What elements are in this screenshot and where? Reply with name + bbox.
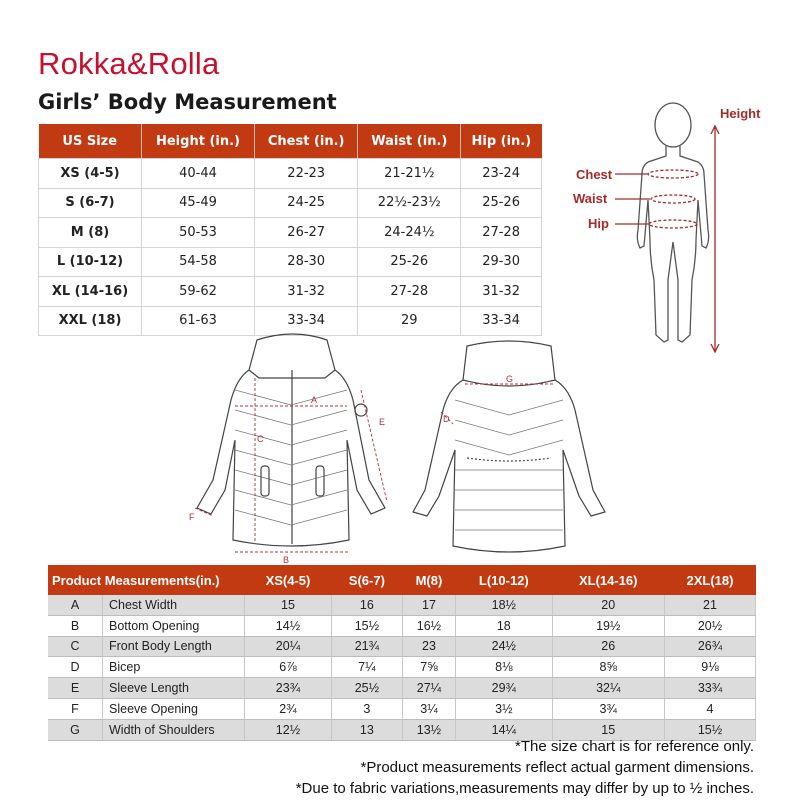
table-cell: 19½ (552, 615, 664, 636)
table-cell: 33-34 (254, 306, 357, 336)
table-cell: 20½ (664, 615, 755, 636)
table-cell: XXL (18) (39, 306, 142, 336)
row-label: Bicep (103, 657, 245, 678)
body-outline (637, 146, 708, 342)
table-row (48, 636, 756, 657)
table-row (48, 595, 756, 615)
jacket-front-diagram (175, 330, 410, 565)
table-cell: 22-23 (254, 159, 357, 189)
jacket-back-diagram (405, 340, 615, 560)
table-cell: 45-49 (141, 188, 254, 218)
table-cell: 13½ (402, 719, 455, 740)
table-cell: 27-28 (358, 277, 461, 307)
table-cell: 14½ (245, 615, 332, 636)
table-cell: 23 (402, 636, 455, 657)
size-header: S(6-7) (331, 565, 402, 595)
table-row (48, 698, 756, 719)
size-header: XS(4-5) (245, 565, 332, 595)
table-cell: 3¾ (552, 698, 664, 719)
table-cell: 33-34 (461, 306, 542, 336)
height-label: Height (720, 106, 761, 121)
table-cell: 54-58 (141, 247, 254, 277)
letter-a: A (311, 395, 318, 405)
hip-ring (649, 220, 697, 228)
table-cell: 20 (552, 595, 664, 615)
table-cell: 9⅛ (664, 657, 755, 678)
letter-f: F (189, 512, 195, 522)
table-cell: 3½ (456, 698, 552, 719)
table-cell: 28-30 (254, 247, 357, 277)
waist-drawcord (467, 458, 551, 461)
table-cell: M (8) (39, 218, 142, 248)
table-cell: 12½ (245, 719, 332, 740)
body-measurement-table (38, 124, 542, 336)
table-row (39, 188, 542, 218)
table-cell: 7¼ (331, 657, 402, 678)
table-cell: 15 (552, 719, 664, 740)
table-cell: 4 (664, 698, 755, 719)
chest-label: Chest (576, 167, 613, 182)
table-cell: 7⅝ (402, 657, 455, 678)
row-code: B (48, 615, 103, 636)
letter-b: B (283, 555, 290, 565)
table-cell: 40-44 (141, 159, 254, 189)
table-cell: 59-62 (141, 277, 254, 307)
table-cell: 23¾ (245, 678, 332, 699)
table-cell: 17 (402, 595, 455, 615)
table-cell: 6⅞ (245, 657, 332, 678)
table-cell: 33¾ (664, 678, 755, 699)
table-cell: 15 (245, 595, 332, 615)
table-cell: 21¾ (331, 636, 402, 657)
size-header: L(10-12) (456, 565, 552, 595)
hip-label: Hip (588, 216, 609, 231)
brand-logo-text: Rokka&Rolla (38, 46, 220, 81)
table-cell: 18 (456, 615, 552, 636)
table-cell: 3 (331, 698, 402, 719)
table-cell: 22½-23½ (358, 188, 461, 218)
coat-back-outline (413, 380, 605, 552)
page-title: Girls’ Body Measurement (38, 90, 337, 114)
table-cell: 21 (664, 595, 755, 615)
table-cell: 3¼ (402, 698, 455, 719)
row-label: Width of Shoulders (103, 719, 245, 740)
table-cell: 18½ (456, 595, 552, 615)
table-cell: XS (4-5) (39, 159, 142, 189)
table-cell: 31-32 (461, 277, 542, 307)
table-cell: 15½ (664, 719, 755, 740)
left-pocket (261, 466, 269, 496)
row-code: C (48, 636, 103, 657)
table-cell: L (10-12) (39, 247, 142, 277)
table-cell: 26 (552, 636, 664, 657)
table-cell: 29-30 (461, 247, 542, 277)
table-cell: XL (14-16) (39, 277, 142, 307)
measure-line-f (195, 508, 213, 516)
footnote: *Product measurements reflect actual garment dimensions. (360, 759, 754, 776)
quilt-lines (235, 390, 347, 525)
letter-g: G (506, 374, 514, 384)
table-row (48, 657, 756, 678)
chest-ring (648, 170, 698, 178)
coat-outline (197, 370, 385, 546)
right-pocket (316, 466, 324, 496)
table-row (39, 247, 542, 277)
table-row (48, 615, 756, 636)
table-row (39, 159, 542, 189)
product-header-label: Product Measurements(in.) (48, 565, 245, 595)
table-cell: 8⅛ (456, 657, 552, 678)
table-cell: 29¾ (456, 678, 552, 699)
size-header: M(8) (402, 565, 455, 595)
table-row (48, 678, 756, 699)
letter-e: E (379, 417, 386, 427)
table-cell: 25-26 (358, 247, 461, 277)
waist-label: Waist (573, 191, 608, 206)
table-cell: 27-28 (461, 218, 542, 248)
table-cell: 31-32 (254, 277, 357, 307)
row-code: D (48, 657, 103, 678)
row-label: Sleeve Opening (103, 698, 245, 719)
table-cell: 8⅝ (552, 657, 664, 678)
quilt-back-lines (455, 400, 563, 530)
waist-ring (651, 195, 695, 203)
table-cell: 26¾ (664, 636, 755, 657)
body-diagram (570, 90, 780, 360)
table-cell: 14¼ (456, 719, 552, 740)
table-cell: 2¾ (245, 698, 332, 719)
size-header: 2XL(18) (664, 565, 755, 595)
row-code: E (48, 678, 103, 699)
measure-line-e (361, 390, 387, 502)
table-cell: 27¼ (402, 678, 455, 699)
row-code: F (48, 698, 103, 719)
table-cell: 13 (331, 719, 402, 740)
table-cell: 20¼ (245, 636, 332, 657)
table-cell: 21-21½ (358, 159, 461, 189)
table-header-row (48, 565, 756, 595)
table-row (39, 277, 542, 307)
row-code: A (48, 595, 103, 615)
head-outline (655, 103, 691, 147)
table-cell: 32¼ (552, 678, 664, 699)
letter-d: D (443, 414, 450, 424)
table-cell: 24-24½ (358, 218, 461, 248)
table-cell: 50-53 (141, 218, 254, 248)
table-cell: 25½ (331, 678, 402, 699)
footnotes (296, 736, 754, 799)
table-row (39, 218, 542, 248)
table-cell: S (6-7) (39, 188, 142, 218)
column-header: US Size (39, 124, 142, 159)
table-cell: 24-25 (254, 188, 357, 218)
row-code: G (48, 719, 103, 740)
row-label: Sleeve Length (103, 678, 245, 699)
table-header-row (39, 124, 542, 159)
row-label: Chest Width (103, 595, 245, 615)
letter-c: C (257, 434, 264, 444)
table-cell: 24½ (456, 636, 552, 657)
footnote: *The size chart is for reference only. (515, 738, 754, 755)
product-measurement-table (48, 565, 756, 741)
row-label: Bottom Opening (103, 615, 245, 636)
footnote: *Due to fabric variations,measurements may differ by up to ½ inches. (295, 780, 754, 797)
size-header: XL(14-16) (552, 565, 664, 595)
table-cell: 16½ (402, 615, 455, 636)
column-header: Hip (in.) (461, 124, 542, 159)
table-cell: 23-24 (461, 159, 542, 189)
table-cell: 61-63 (141, 306, 254, 336)
table-cell: 16 (331, 595, 402, 615)
table-cell: 26-27 (254, 218, 357, 248)
column-header: Chest (in.) (254, 124, 357, 159)
column-header: Height (in.) (141, 124, 254, 159)
row-label: Front Body Length (103, 636, 245, 657)
table-cell: 15½ (331, 615, 402, 636)
column-header: Waist (in.) (358, 124, 461, 159)
table-cell: 29 (358, 306, 461, 336)
table-cell: 25-26 (461, 188, 542, 218)
